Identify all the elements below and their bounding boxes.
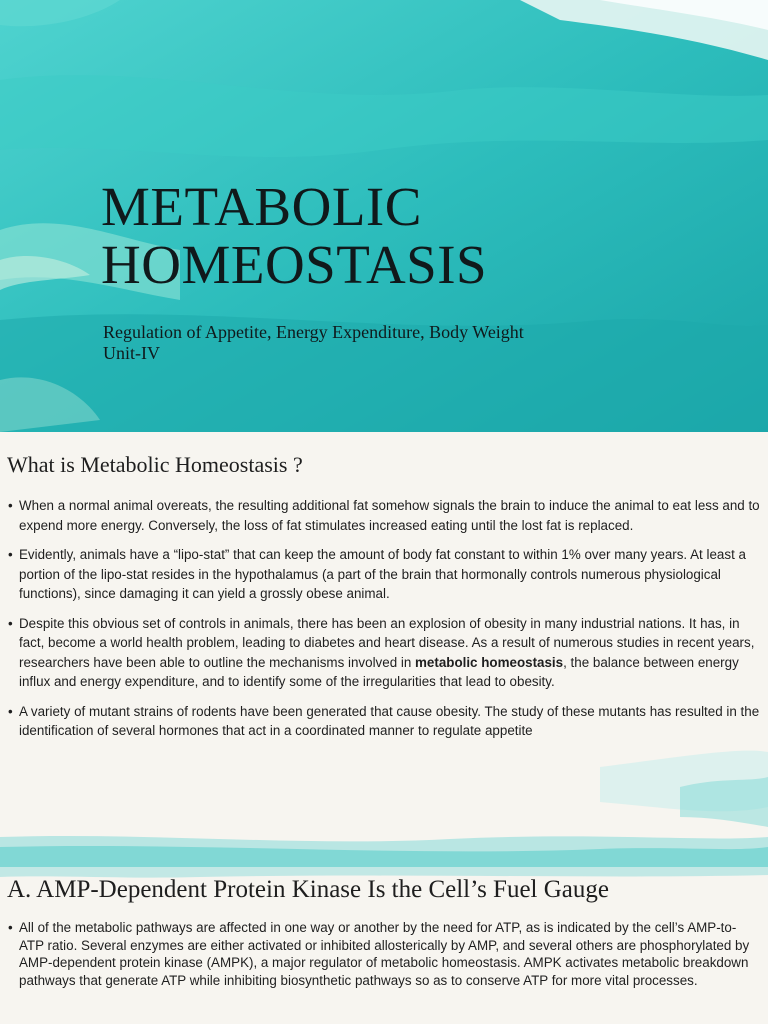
title-slide: [0, 0, 768, 432]
subtitle-line-1: Regulation of Appetite, Energy Expenditure, Body Weight: [103, 322, 524, 342]
bullet-item: • Evidently, animals have a “lipo-stat” that can keep the amount of body fat constant to within 1% over many years. At least a portion of the lipo-stat resides in the hypothalamus (a part of the brain that hormonally controls numerous physiological functions), since damaging it can yield a grossly obese animal.: [8, 545, 760, 604]
bullet-list: [8, 496, 760, 751]
title-line-2: HOMEOSTASIS: [101, 234, 488, 295]
bullet-text: , the balance between energy influx and energy expenditure, and to identify some of the irregularities that lead to obesity.: [19, 654, 739, 689]
bullet-item: • A variety of mutant strains of rodents have been generated that cause obesity. The study of these mutants has resulted in the identification of several hormones that act in a coordinated manner to regulate appetite: [8, 702, 760, 741]
slide-title: [101, 178, 487, 294]
title-line-1: METABOLIC: [101, 176, 422, 237]
content-slide-ampk: [0, 867, 768, 1024]
content-slide-metabolic-homeostasis: [0, 432, 768, 867]
bullet-item: [8, 614, 760, 692]
slide-title: A. AMP-Dependent Protein Kinase Is the Cell’s Fuel Gauge: [7, 876, 609, 903]
bullet-item: • When a normal animal overeats, the resulting additional fat somehow signals the brain to induce the animal to eat less and to expend more energy. Conversely, the loss of fat stimulates increased eating until the lost fat is replaced.: [8, 496, 760, 535]
bold-term: metabolic homeostasis: [415, 654, 564, 670]
slide-subtitle: [103, 322, 524, 364]
bullet-item: • All of the metabolic pathways are affected in one way or another by the need for ATP, as is indicated by the cell’s AMP-to-ATP ratio. Several enzymes are either activated or inhibited allosterically by AMP, and several others are phosphorylated by AMP-dependent protein kinase (AMPK), a major regulator of metabolic homeostasis. AMPK activates metabolic breakdown pathways that generate ATP while inhibiting biosynthetic pathways so as to conserve ATP for more vital processes.: [8, 919, 760, 989]
watercolor-bottom-strip: [0, 747, 768, 867]
bullet-text: Despite this obvious set of controls in animals, there has been an explosion of obesity in many industrial nations. It has, in fact, become a world health problem, leading to diabetes and heart disease. As a result of numerous studies in recent years, researchers have been able to outline the mechanisms involved in: [19, 615, 755, 670]
slide-title: What is Metabolic Homeostasis ?: [7, 452, 303, 477]
bullet-list: [8, 919, 760, 989]
subtitle-line-2: Unit-IV: [103, 343, 160, 363]
